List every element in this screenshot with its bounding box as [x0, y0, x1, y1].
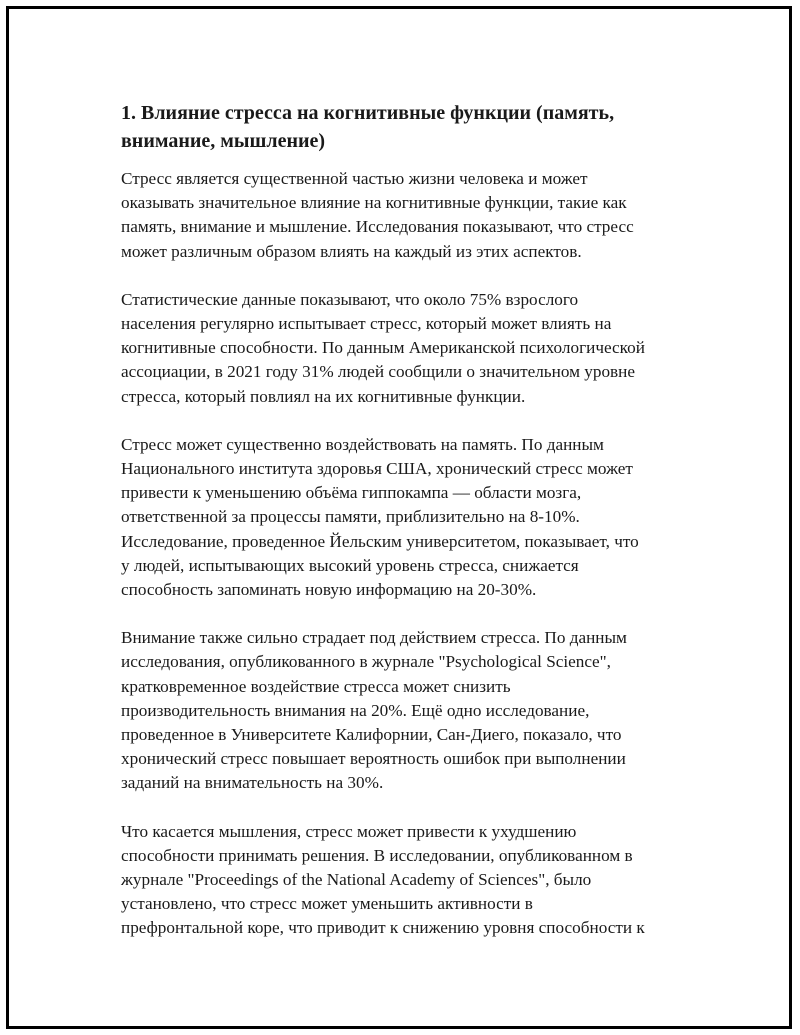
section-heading: 1. Влияние стресса на когнитивные функции (память, внимание, мышление)	[121, 102, 615, 152]
paragraph-statistics: Статистические данные показывают, что около 75% взрослого населения регулярно испытывает стресс, который может влиять на когнитивные способности. По данным Американской психологической ассоциации, в 2021 году 31% людей сообщили о значительном уровне стресса, который повлиял на их когнитивные функции.	[121, 289, 645, 406]
paragraph-intro: Стресс является существенной частью жизни человека и может оказывать значительное влияние на когнитивные функции, такие как память, внимание и мышление. Исследования показывают, что стресс может различным образом влиять на каждый из этих аспектов.	[121, 169, 634, 261]
paragraph-attention: Внимание также сильно страдает под действием стресса. По данным исследования, опубликованного в журнале "Psychological Science", кратковременное воздействие стресса может снизить производительность внимания на 20%. Ещё одно исследование, проведенное в Университете Калифорнии, Сан-Диего, показало, что хронический стресс повышает вероятность ошибок при выполнении заданий на внимательность на 30%.	[121, 628, 627, 793]
document-body	[121, 99, 701, 965]
document-page	[6, 6, 792, 1029]
paragraph-memory: Стресс может существенно воздействовать на память. По данным Национального института здоровья США, хронический стресс может привести к уменьшению объёма гиппокампа — области мозга, ответственной за процессы памяти, приблизительно на 8-10%. Исследование, проведенное Йельским университетом, показывает, что у людей, испытывающих высокий уровень стресса, снижается способность запоминать новую информацию на 20-30%.	[121, 434, 639, 600]
paragraph-thinking: Что касается мышления, стресс может привести к ухудшению способности принимать решения. В исследовании, опубликованном в журнале "Proceedings of the National Academy of Sciences", было установлено, что стресс может уменьшить активности в префронтальной коре, что приводит к снижению уровня способности к	[121, 821, 645, 938]
